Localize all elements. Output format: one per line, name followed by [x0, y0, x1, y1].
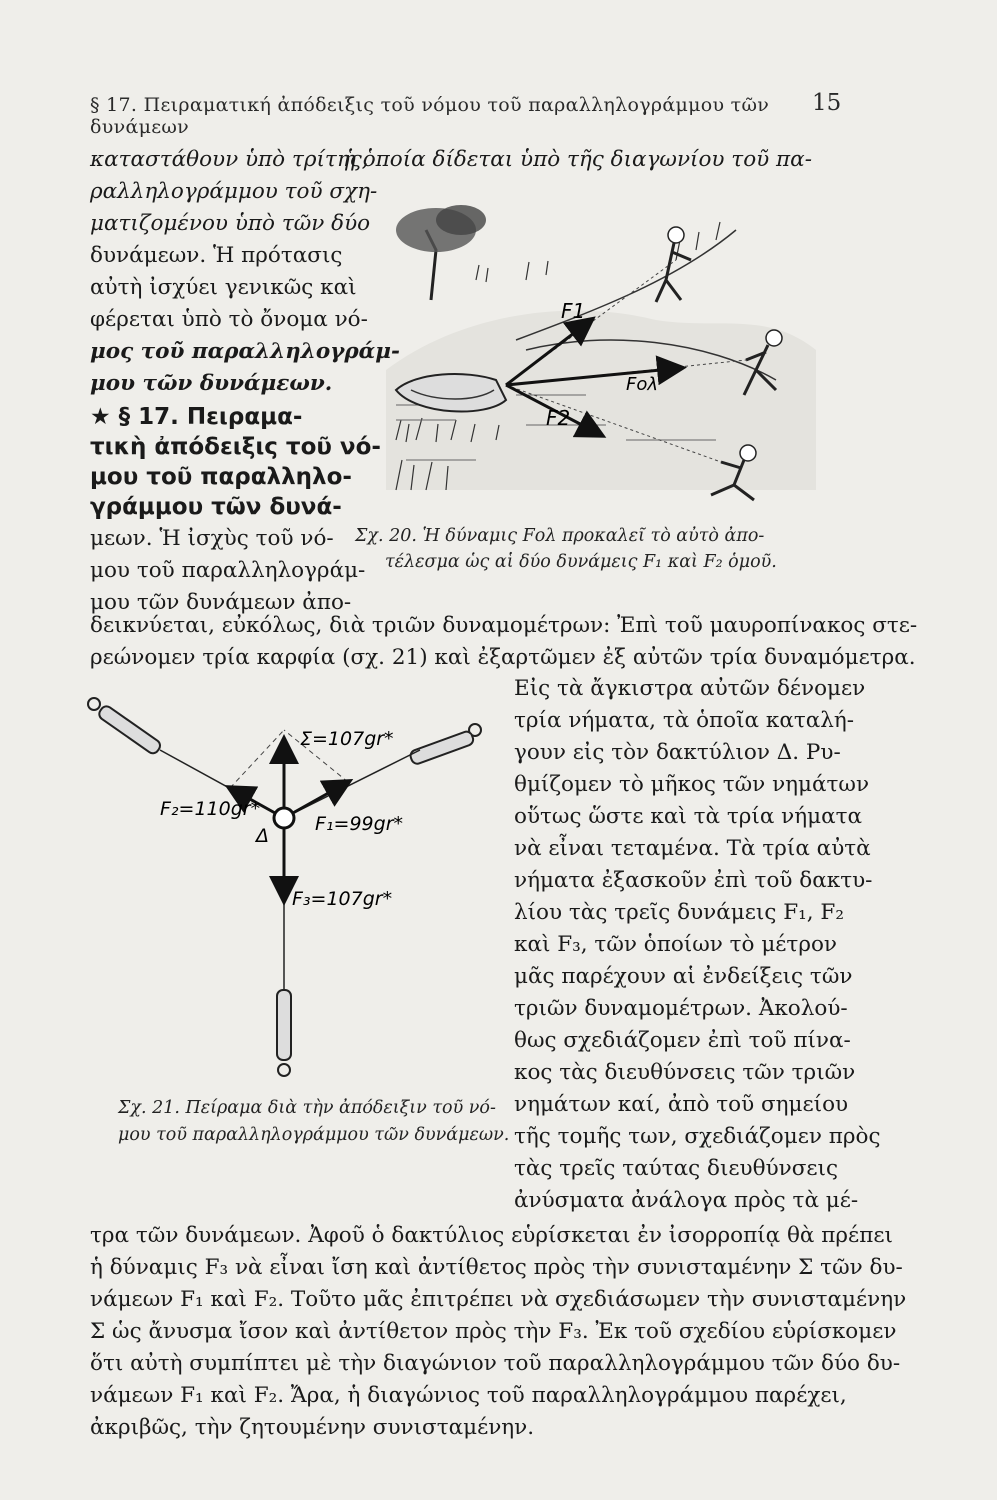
label-f2: F₂=110gr* — [160, 798, 261, 820]
right-column-line: θως σχεδιάζομεν ἐπὶ τοῦ πίνα- — [514, 1028, 851, 1053]
page-number: 15 — [812, 90, 842, 116]
ring-delta — [274, 808, 294, 828]
label-sigma: Σ=107gr* — [300, 728, 394, 750]
intro-line: δυνάμεων. Ἡ πρότασις — [90, 243, 343, 268]
body-line: ἡ δύναμις F₃ νὰ εἶναι ἴση καὶ ἀντίθετος πρὸς τὴν συνισταμένην Σ τῶν δυ- — [90, 1255, 903, 1280]
body-line: ὅτι αὐτὴ συμπίπτει μὲ τὴν διαγώνιον τοῦ παραλληλογράμμου τῶν δύο δυ- — [90, 1351, 901, 1376]
intro-line: αὐτὴ ἰσχύει γενικῶς καὶ — [90, 275, 357, 300]
right-column-line: Εἰς τὰ ἄγκιστρα αὐτῶν δένομεν — [514, 676, 866, 701]
section-heading: τικὴ ἀπόδειξις τοῦ νό- — [90, 434, 381, 460]
intro-line: μος τοῦ παραλληλογράμ- — [90, 339, 400, 364]
dynamometer-left-icon — [88, 698, 162, 756]
dynamometer-right-icon — [409, 724, 481, 765]
right-column-line: οὕτως ὥστε καὶ τὰ τρία νήματα — [514, 804, 863, 829]
section-heading: ★ § 17. Πειραμα- — [90, 404, 303, 430]
intro-line-right: ἡ ὁποία δίδεται ὑπὸ τῆς διαγωνίου τοῦ πα- — [343, 147, 812, 172]
section-text-line: μεων. Ἡ ἰσχὺς τοῦ νό- — [90, 526, 334, 551]
right-column-line: τρία νήματα, τὰ ὁποῖα καταλή- — [514, 708, 855, 733]
intro-line: μου τῶν δυνάμεων. — [90, 371, 333, 396]
right-column-line: γουν εἰς τὸν δακτύλιον Δ. Ρυ- — [514, 740, 841, 765]
figure-21-diagram — [80, 690, 490, 1090]
label-f3: F₃=107gr* — [292, 888, 393, 910]
right-column-line: ἀνύσματα ἀνάλογα πρὸς τὰ μέ- — [514, 1188, 859, 1213]
section-text-line: μου τῶν δυνάμεων ἀπο- — [90, 590, 352, 615]
section-heading: μου τοῦ παραλληλο- — [90, 464, 352, 490]
label-f2: F2 — [546, 406, 571, 430]
intro-line: ματιζομένου ὑπὸ τῶν δύο — [90, 211, 371, 236]
section-text-line: μου τοῦ παραλληλογράμ- — [90, 558, 366, 583]
right-column-line: νήματα ἐξασκοῦν ἐπὶ τοῦ δακτυ- — [514, 868, 873, 893]
label-f1: F1 — [561, 299, 586, 323]
label-fol: Fολ — [626, 374, 659, 395]
section-heading: γράμμου τῶν δυνά- — [90, 494, 342, 520]
body-line: ἀκριβῶς, τὴν ζητουμένην συνισταμένην. — [90, 1415, 535, 1440]
figure-21-caption: Σχ. 21. Πείραμα διὰ τὴν ἀπόδειξιν τοῦ νό- — [118, 1098, 496, 1118]
right-column-line: τὰς τρεῖς ταύτας διευθύνσεις — [514, 1156, 838, 1181]
body-line: Σ ὡς ἄνυσμα ἴσον καὶ ἀντίθετον πρὸς τὴν F₃. Ἐκ τοῦ σχεδίου εὑρίσκομεν — [90, 1319, 897, 1344]
right-column-line: τῆς τομῆς των, σχεδιάζομεν πρὸς — [514, 1124, 881, 1149]
intro-line: καταστάθουν ὑπὸ τρίτης, — [90, 147, 369, 172]
figure-20-illustration — [376, 190, 836, 520]
right-column-line: θμίζομεν τὸ μῆκος τῶν νημάτων — [514, 772, 870, 797]
tree-illustration — [396, 205, 486, 300]
dynamometer-bottom-icon — [277, 990, 291, 1076]
label-f1: F₁=99gr* — [315, 813, 404, 835]
intro-line: ραλληλογράμμου τοῦ σχη- — [90, 179, 378, 204]
body-line: δεικνύεται, εὐκόλως, διὰ τριῶν δυναμομέτρων: Ἐπὶ τοῦ μαυροπίνακος στε- — [90, 613, 918, 638]
body-line: ρεώνομεν τρία καρφία (σχ. 21) καὶ ἐξαρτῶμεν ἐξ αὐτῶν τρία δυναμόμετρα. — [90, 645, 916, 670]
body-line: νάμεων F₁ καὶ F₂. Ἄρα, ἡ διαγώνιος τοῦ παραλληλογράμμου παρέχει, — [90, 1383, 847, 1408]
body-line: τρα τῶν δυνάμεων. Ἀφοῦ ὁ δακτύλιος εὑρίσκεται ἐν ἰσορροπίᾳ θὰ πρέπει — [90, 1223, 893, 1248]
right-column-line: κος τὰς διευθύνσεις τῶν τριῶν — [514, 1060, 856, 1085]
figure-20-caption: τέλεσμα ὡς αἱ δύο δυνάμεις F₁ καὶ F₂ ὁμοῦ. — [385, 552, 777, 572]
right-column-line: νὰ εἶναι τεταμένα. Τὰ τρία αὐτὰ — [514, 836, 871, 861]
figure-21-caption: μου τοῦ παραλληλογράμμου τῶν δυνάμεων. — [118, 1125, 510, 1145]
right-column-line: καὶ F₃, τῶν ὁποίων τὸ μέτρον — [514, 932, 837, 957]
label-delta: Δ — [256, 825, 269, 847]
body-line: νάμεων F₁ καὶ F₂. Τοῦτο μᾶς ἐπιτρέπει νὰ σχεδιάσωμεν τὴν συνισταμένην — [90, 1287, 907, 1312]
running-head: § 17. Πειραματική ἀπόδειξις τοῦ νόμου τοῦ παραλληλογράμμου τῶν δυνάμεων — [90, 94, 770, 138]
intro-line: φέρεται ὑπὸ τὸ ὄνομα νό- — [90, 307, 368, 332]
right-column-line: νημάτων καί, ἀπὸ τοῦ σημείου — [514, 1092, 849, 1117]
right-column-line: τριῶν δυναμομέτρων. Ἀκολού- — [514, 996, 848, 1021]
figure-20-caption: Σχ. 20. Ἡ δύναμις Fολ προκαλεῖ τὸ αὐτὸ ἀπο- — [355, 526, 765, 546]
right-column-line: λίου τὰς τρεῖς δυνάμεις F₁, F₂ — [514, 900, 844, 925]
right-column-line: μᾶς παρέχουν αἱ ἐνδείξεις τῶν — [514, 964, 853, 989]
